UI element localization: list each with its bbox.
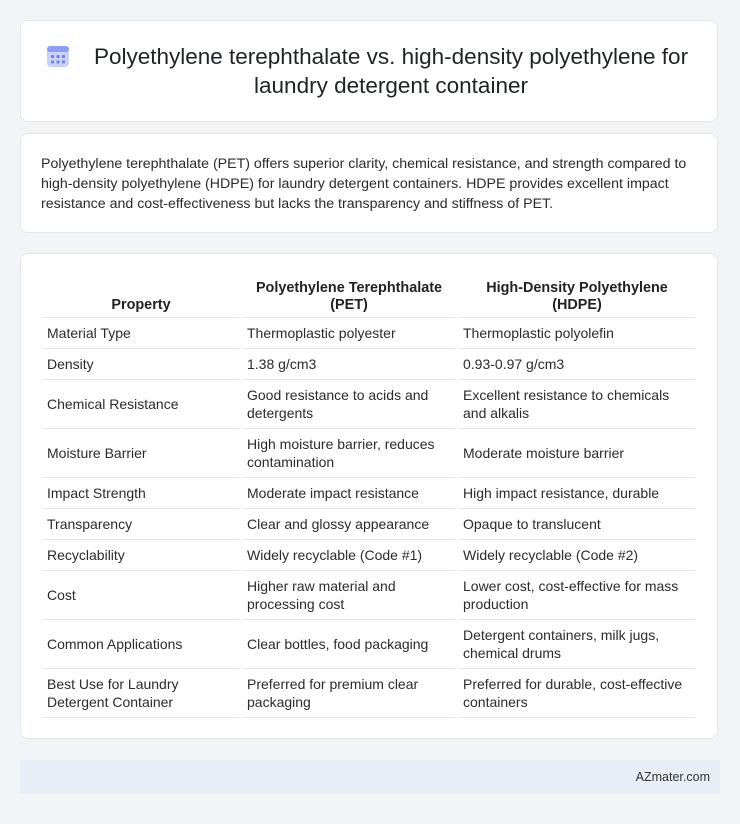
summary-text: Polyethylene terephthalate (PET) offers superior clarity, chemical resistance, and strength compared to high-density polyethylene (HDPE) for laundry detergent containers. HDPE provides excellent impact resistance and cost-effectiveness but lacks the transparency and stiffness of PET. <box>41 156 687 212</box>
cell-pet: Good resistance to acids and detergents <box>243 380 455 429</box>
table-row <box>43 669 695 718</box>
summary-card <box>20 133 718 233</box>
cell-pet: Preferred for premium clear packaging <box>243 669 455 718</box>
title-card <box>20 20 718 122</box>
cell-pet: 1.38 g/cm3 <box>243 349 455 380</box>
table-row <box>43 620 695 669</box>
cell-hdpe: Excellent resistance to chemicals and alkalis <box>459 380 695 429</box>
cell-pet: Widely recyclable (Code #1) <box>243 540 455 571</box>
cell-hdpe: Detergent containers, milk jugs, chemical drums <box>459 620 695 669</box>
footer-bar <box>20 760 720 794</box>
table-row <box>43 429 695 478</box>
cell-hdpe: Preferred for durable, cost-effective containers <box>459 669 695 718</box>
cell-property: Transparency <box>43 509 239 540</box>
calendar-icon <box>45 43 71 69</box>
cell-property: Common Applications <box>43 620 239 669</box>
cell-property: Cost <box>43 571 239 620</box>
cell-property: Moisture Barrier <box>43 429 239 478</box>
cell-hdpe: Moderate moisture barrier <box>459 429 695 478</box>
cell-pet: Higher raw material and processing cost <box>243 571 455 620</box>
table-row <box>43 571 695 620</box>
cell-property: Best Use for Laundry Detergent Container <box>43 669 239 718</box>
footer-brand[interactable]: AZmater.com <box>635 770 710 784</box>
cell-hdpe: Lower cost, cost-effective for mass production <box>459 571 695 620</box>
comparison-table-card <box>20 253 718 739</box>
cell-property: Recyclability <box>43 540 239 571</box>
cell-pet: Clear bottles, food packaging <box>243 620 455 669</box>
cell-hdpe: Widely recyclable (Code #2) <box>459 540 695 571</box>
table-row <box>43 540 695 571</box>
cell-pet: Thermoplastic polyester <box>243 318 455 349</box>
cell-property: Impact Strength <box>43 478 239 509</box>
comparison-table <box>39 270 699 718</box>
table-row <box>43 349 695 380</box>
cell-hdpe: Thermoplastic polyolefin <box>459 318 695 349</box>
cell-pet: High moisture barrier, reduces contamination <box>243 429 455 478</box>
table-header-row <box>43 270 695 318</box>
page-title: Polyethylene terephthalate vs. high-density polyethylene for laundry detergent container <box>93 44 689 98</box>
header-pet: Polyethylene Terephthalate (PET) <box>243 270 455 318</box>
table-row <box>43 478 695 509</box>
cell-property: Density <box>43 349 239 380</box>
cell-property: Material Type <box>43 318 239 349</box>
cell-property: Chemical Resistance <box>43 380 239 429</box>
cell-pet: Moderate impact resistance <box>243 478 455 509</box>
header-hdpe: High-Density Polyethylene (HDPE) <box>459 270 695 318</box>
table-row <box>43 380 695 429</box>
table-row <box>43 318 695 349</box>
cell-hdpe: 0.93-0.97 g/cm3 <box>459 349 695 380</box>
cell-hdpe: Opaque to translucent <box>459 509 695 540</box>
cell-pet: Clear and glossy appearance <box>243 509 455 540</box>
header-property: Property <box>43 270 239 318</box>
table-row <box>43 509 695 540</box>
cell-hdpe: High impact resistance, durable <box>459 478 695 509</box>
